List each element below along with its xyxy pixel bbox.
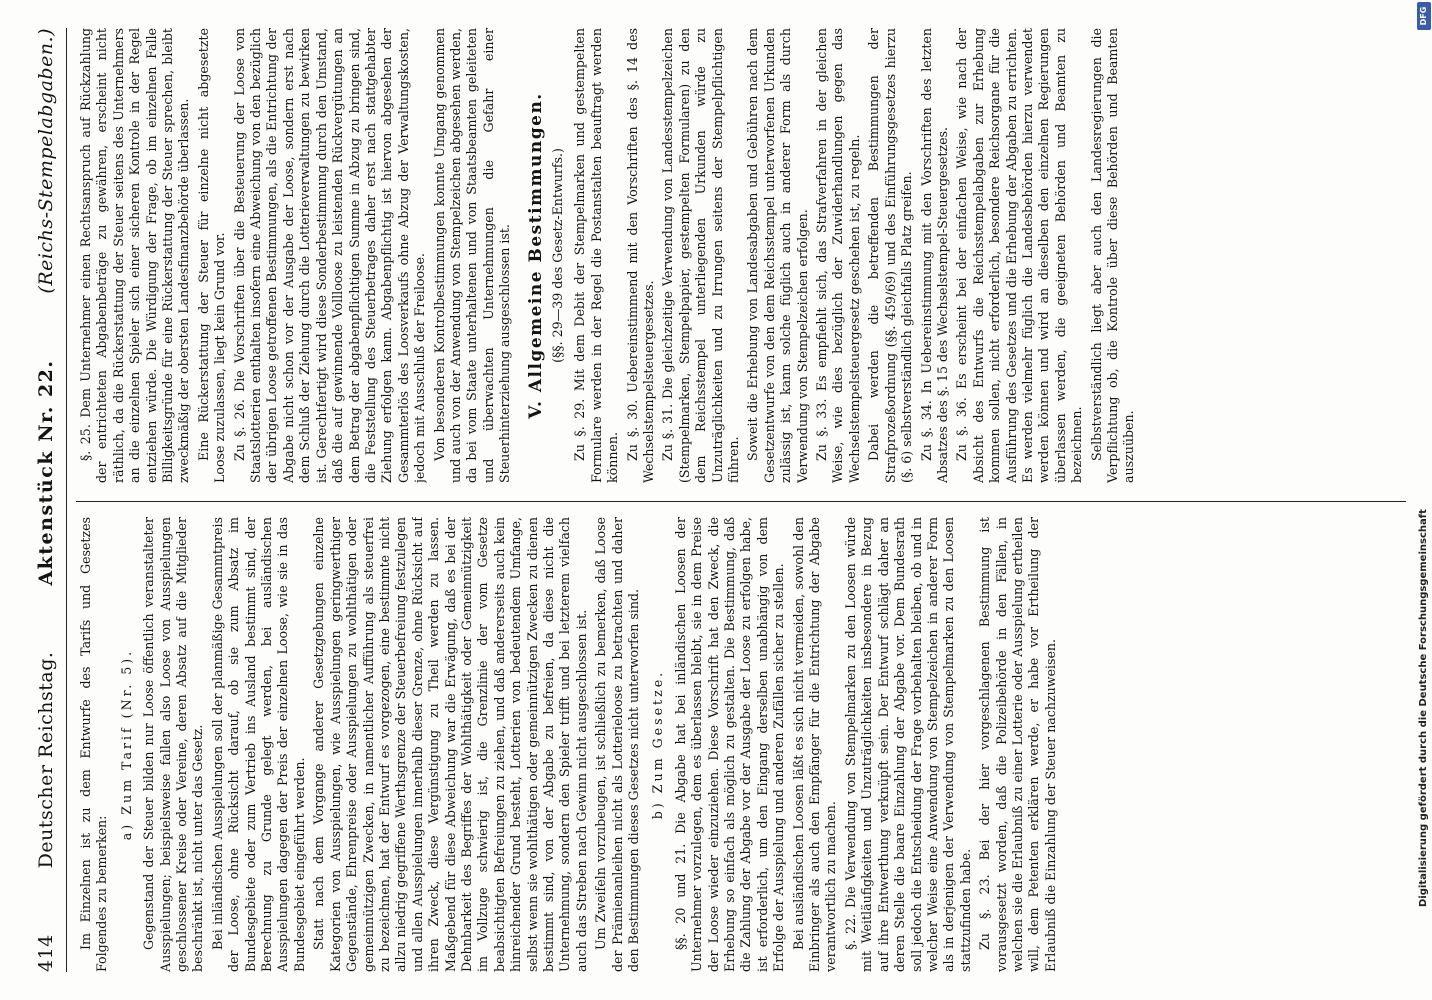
dfg-logo-text: DFG	[1419, 6, 1428, 26]
paragraph: Zu §. 29. Mit dem Debit der Stempelmarken und gestempelten Formulare werden in der Regel die Postanstalten beauftragt werden können.	[572, 28, 621, 483]
paragraph: Zu §. 33. Es empfiehlt sich, das Strafverfahren in der gleichen Weise, wie dies bezüglich der Zuwiderhandlungen gegen das Wechselstempelsteuergesetz geschehen ist, zu regeln.	[814, 28, 862, 483]
paragraph: Eine Rückerstattung der Steuer für einzelne nicht abgesetzte Loose zuzulassen, liegt kein Grund vor.	[195, 28, 228, 483]
subheading-tariff: a) Zum Tarif (Nr. 5).	[118, 648, 134, 841]
page-number: 414	[35, 934, 57, 972]
digitization-note	[1416, 0, 1432, 1000]
header-rule	[66, 28, 67, 972]
paragraph: Dabei werden die betreffenden Bestimmungen der Strafprozeßordnung (§§. 459/69) und des Einführungsgesetzes hierzu (§. 6) selbstverständlich gleichfalls Platz greifen.	[866, 28, 915, 483]
publication-title: Deutscher Reichstag.	[35, 651, 57, 869]
paragraph: Von besonderen Kontrolbestimmungen konnte Umgang genommen und auch von der Anwendung von Stempelzeichen abgesehen werden, da bei vom Staate unterhaltenen und von Staatsbeamten geleiteten und überwachten Unternehmungen die Gefahr einer Steuerhinterziehung ausgeschlossen ist.	[431, 28, 513, 483]
left-column	[78, 517, 1398, 972]
intro-paragraph: Im Einzelnen ist zu dem Entwurfe des Tarifs und Gesetzes Folgendes zu bemerken:	[78, 517, 110, 972]
paragraph: §. 22. Die Verwendung von Stempelmarken zu den Loosen würde mit Weitläufigkeiten und Unzuträglichkeiten insbesondere in Bezug auf ihre Entwerthung verknüpft sein. Der Entwurf schlägt daher an deren Stelle die baare Einzahlung der Abgabe vor. Dem Bundesrath soll jedoch die Entscheidung der Frage vorbehalten bleiben, ob und in welcher Weise eine Anwendung von Stempelzeichen in anderer Form als in derjenigen der Verwendung von Stempelmarken zu den Loosen stattzufinden habe.	[842, 517, 973, 972]
section-title: V. Allgemeine Bestimmungen.	[525, 92, 546, 419]
paragraph: Bei ausländischen Loosen läßt es sich nicht vermeiden, sowohl den Einbringer als auch den Empfänger für die Entrichtung der Abgabe verantwortlich zu machen.	[790, 517, 839, 972]
running-header	[28, 28, 64, 972]
paragraph: Zu §. 34. In Uebereinstimmung mit den Vorschriften des letzten Absatzes des §. 15 des Wechselstempel-Steuergesetzes.	[918, 28, 950, 483]
paragraph: Zu §. 26. Die Vorschriften über die Besteuerung der Loose von Staatslotterien enthalten insofern eine Abweichung von den bezüglich der übrigen Loose getroffenen Bestimmungen, als die Entrichtung der Abgabe nicht schon vor der Ausgabe der Loose, sondern erst nach dem Schluß der Ziehung durch die Lotterieverwaltungen zu bewirken ist. Gerechtfertigt wird diese Sonderbestimmung durch den Umstand, daß die auf gewinnende Vollloose zu leistenden Rückvergütungen an dem Betrag der abgabenpflichtigen Summe in Abzug zu bringen sind, die Feststellung des Steuerbetrages daher erst nach stattgehabter Ziehung erfolgen kann. Abgabenpflichtig ist hiervon abgesehen der Gesammterlös des Loosverkaufs ohne Abzug der Verwaltungskosten, jedoch mit Ausschluß der Freiloose.	[231, 28, 428, 483]
paragraph: §§. 20 und 21. Die Abgabe hat bei inländischen Loosen der Unternehmer vorzulegen, dem es überlassen bleibt, sie in dem Preise der Loose wieder einzuziehen. Diese Vorschrift hat den Zweck, die Erhebung so einfach als möglich zu gestalten. Die Bestimmung, daß die Zahlung der Abgabe vor der Ausgabe der Loose zu erfolgen habe, ist erforderlich, um den Eingang derselben unabhängig von dem Erfolge der Ausspielung und anderen Zufällen sicher zu stellen.	[672, 517, 787, 972]
paragraph: Zu §. 31. Die gleichzeitige Verwendung von Landesstempelzeichen (Stempelmarken, Stempelpapier, gestempelten Formularen) zu den dem Reichsstempel unterliegenden Urkunden würde zu Unzuträglichkeiten und zu Irrungen seitens der Stempelpflichtigen führen.	[660, 28, 742, 483]
paragraph: Um Zweifeln vorzubeugen, ist schließlich zu bemerken, daß Loose der Prämienanleihen nicht als Lotterieloose zu betrachten und daher den Bestimmungen dieses Gesetzes nicht unterworfen sind.	[593, 517, 641, 972]
section-subtitle: (§§. 29—39 des Gesetz-Entwurfs.)	[549, 148, 565, 363]
paragraph: §. 25. Dem Unternehmer einen Rechtsanspruch auf Rückzahlung der entrichteten Abgabenbeträge zu gewähren, erscheint nicht räthlich, da die Rückerstattung der Steuer seitens des Unternehmers an die einzelnen Spieler sich einer sicheren Kontrole in der Regel entziehen würde. Die Würdigung der Frage, ob im einzelnen Falle Billigkeitsgründe für eine Rückerstattung der Steuer sprechen, bleibt zweckmäßig der obersten Landesfinanzbehörde überlassen.	[78, 28, 192, 483]
paragraph: Statt nach dem Vorgange anderer Gesetzgebungen einzelne Kategorien von Ausspielungen, wie Ausspielungen geringwerthiger Gegenstände, Ehrenpreise oder Ausspielungen zu wohlthätigen oder gemeinnützigen Zwecken, in namentlicher Aufführung als steuerfrei zu bezeichnen, hat der Entwurf es vorgezogen, eine bestimmte nicht allzu niedrig gegriffene Werthsgrenze der Steuerbefreiung festzulegen und allen Ausspielungen innerhalb dieser Grenze, ohne Rücksicht auf ihren Zweck, diese Vergünstigung zu Theil werden zu lassen. Maßgebend für diese Abweichung war die Erwägung, daß es bei der Dehnbarkeit des Begriffes der Wohlthätigkeit oder Gemeinnützigkeit im Vollzuge schwierig ist, die Grenzlinie der vom Gesetze beabsichtigten Befreiungen zu ziehen, und daß andererseits auch kein hinreichender Grund besteht, Lotterien von bedeutendem Umfange, selbst wenn sie wohlthätigen oder gemeinnützigen Zwecken zu dienen bestimmt sind, von der Abgabe zu befreien, da diese nicht die Unternehmung, sondern den Spieler trifft und bei letzterem vielfach auch das Streben nach Gewinn nicht ausgeschlossen ist.	[311, 517, 589, 972]
right-column	[78, 28, 1398, 483]
paragraph: Zu §. 23. Bei der hier vorgeschlagenen Bestimmung ist vorausgesetzt worden, daß die Polizeibehörde in den Fällen, in welchen sie die Erlaubniß zu einer Lotterie oder Ausspielung ertheilen will, dem Petenten erklären werde, er habe vor Ertheilung der Erlaubniß die Einzahlung der Steuer nachzuweisen.	[977, 517, 1058, 972]
paragraph: Bei inländischen Ausspielungen soll der planmäßige Gesammtpreis der Loose, ohne Rücksicht darauf, ob sie zum Absatz im Bundesgebiete oder zum Vertrieb ins Ausland bestimmt sind, der Berechnung zu Grunde gelegt werden, bei ausländischen Ausspielungen dagegen der Preis der einzelnen Loose, wie sie in das Bundesgebiet eingeführt werden.	[209, 517, 307, 972]
digitization-note-text: Digitalisierung gefördert durch die Deutsche Forschungsgemeinschaft	[1418, 509, 1429, 907]
paragraph: Selbstverständlich liegt aber auch den Landesregierungen die Verpflichtung ob, die Kontrole über diese Behörden und Beamten auszuüben.	[1088, 28, 1137, 483]
subheading-law: b) Zum Gesetze.	[650, 669, 666, 820]
paragraph: Soweit die Erhebung von Landesabgaben und Gebühren nach dem Gesetzentwurfe von den dem Reichsstempel unterworfenen Urkunden zulässig ist, kann solche füglich auch in anderer Form als durch Verwendung von Stempelzeichen erfolgen.	[745, 28, 810, 483]
paragraph: Gegenstand der Steuer bilden nur Loose öffentlich veranstalteter Ausspielungen; beispielsweise fallen also Loose von Ausspielungen geschlossener Kreise oder Vereine, deren Absatz auf die Mitglieder beschränkt ist, nicht unter das Gesetz.	[141, 517, 206, 972]
paragraph: Zu §. 30. Uebereinstimmend mit den Vorschriften des §. 14 des Wechselstempelsteuergesetzes.	[624, 28, 656, 483]
dfg-logo-icon	[1417, 2, 1431, 30]
paragraph: Zu §. 36. Es erscheint bei der einfachen Weise, wie nach der Absicht des Entwurfs die Reichsstempelabgaben zur Erhebung kommen sollen, nicht erforderlich, besondere Reichsorgane für die Ausführung des Gesetzes und die Erhebung der Abgaben zu errichten. Es werden vielmehr füglich die Landesbehörden hierzu verwendet werden können und wird an dieselben den einzelnen Regierungen überlassen werden, die geeigneten Behörden und Beamten zu bezeichnen.	[954, 28, 1085, 483]
document-subject: (Reichs-Stempelabgaben.)	[35, 28, 57, 294]
column-divider	[76, 501, 1406, 502]
document-number: Aktenstück Nr. 22.	[35, 359, 57, 586]
